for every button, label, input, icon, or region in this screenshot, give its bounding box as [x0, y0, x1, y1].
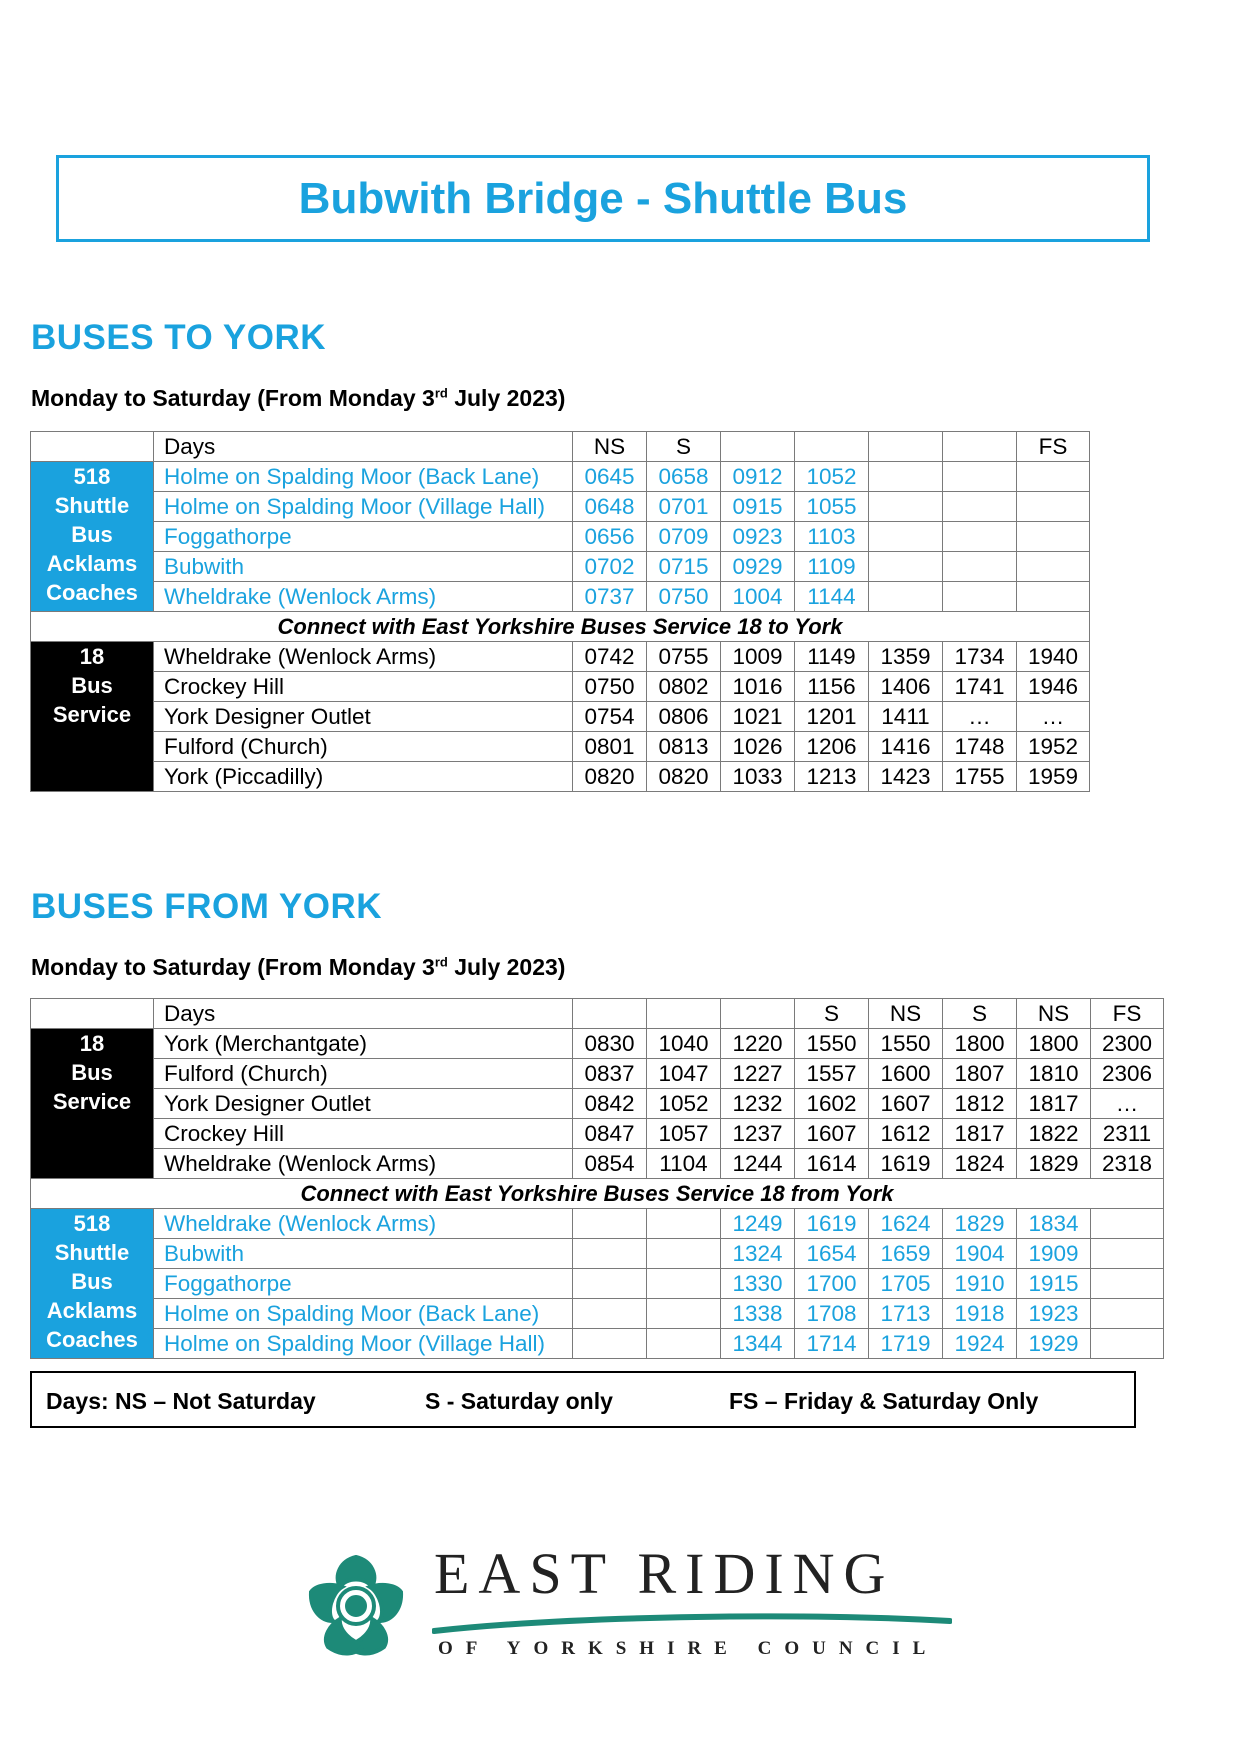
day-code-cell: S	[647, 432, 721, 462]
time-cell: …	[1091, 1089, 1164, 1119]
time-cell: 1004	[721, 582, 795, 612]
time-cell: 1952	[1017, 732, 1090, 762]
time-cell: 1817	[1017, 1089, 1091, 1119]
time-cell: 1416	[869, 732, 943, 762]
stop-name: Holme on Spalding Moor (Village Hall)	[154, 1329, 573, 1359]
time-cell: 1918	[943, 1299, 1017, 1329]
day-code-cell	[869, 432, 943, 462]
table-row	[31, 642, 1090, 672]
time-cell: 0701	[647, 492, 721, 522]
time-cell: 1734	[943, 642, 1017, 672]
time-cell	[943, 492, 1017, 522]
time-cell	[943, 462, 1017, 492]
time-cell: 1834	[1017, 1209, 1091, 1239]
connect-note: Connect with East Yorkshire Buses Service 18 to York	[31, 612, 1090, 642]
time-cell	[869, 522, 943, 552]
time-cell: 1755	[943, 762, 1017, 792]
time-cell: 1052	[647, 1089, 721, 1119]
time-cell: 1244	[721, 1149, 795, 1179]
time-cell: 0802	[647, 672, 721, 702]
stop-name: Holme on Spalding Moor (Back Lane)	[154, 1299, 573, 1329]
time-cell: 0648	[573, 492, 647, 522]
time-cell: 1057	[647, 1119, 721, 1149]
time-cell: 0755	[647, 642, 721, 672]
time-cell: 1909	[1017, 1239, 1091, 1269]
time-cell: 1411	[869, 702, 943, 732]
time-cell	[573, 1209, 647, 1239]
time-cell	[1017, 552, 1090, 582]
table-row	[31, 522, 1090, 552]
time-cell: 0737	[573, 582, 647, 612]
service-label-line: Coaches	[46, 1327, 138, 1352]
legend-ns: Days: NS – Not Saturday	[46, 1388, 316, 1414]
connect-row	[31, 612, 1090, 642]
time-cell	[573, 1329, 647, 1359]
logo-swoosh	[432, 1607, 952, 1637]
time-cell: 1423	[869, 762, 943, 792]
time-cell: 1220	[721, 1029, 795, 1059]
days-label: Days	[154, 432, 573, 462]
time-cell: 0742	[573, 642, 647, 672]
service-label-line: Bus	[71, 1269, 113, 1294]
time-cell	[943, 582, 1017, 612]
time-cell: 1708	[795, 1299, 869, 1329]
time-cell: 0715	[647, 552, 721, 582]
time-cell: 2311	[1091, 1119, 1164, 1149]
time-cell: 0813	[647, 732, 721, 762]
time-cell: 1055	[795, 492, 869, 522]
time-cell	[573, 1269, 647, 1299]
table-row	[31, 1029, 1164, 1059]
stop-name: York Designer Outlet	[154, 1089, 573, 1119]
time-cell: 1021	[721, 702, 795, 732]
time-cell	[943, 552, 1017, 582]
stop-name: York (Merchantgate)	[154, 1029, 573, 1059]
time-cell: 1741	[943, 672, 1017, 702]
table-row	[31, 672, 1090, 702]
time-cell	[869, 492, 943, 522]
day-code-cell: S	[943, 999, 1017, 1029]
time-cell: 0837	[573, 1059, 647, 1089]
legend-s: S - Saturday only	[425, 1388, 613, 1414]
day-code-cell	[721, 432, 795, 462]
time-cell: 1324	[721, 1239, 795, 1269]
table-row	[31, 1209, 1164, 1239]
time-cell: 1047	[647, 1059, 721, 1089]
service-18-label	[31, 642, 154, 792]
service-label-line: 518	[73, 464, 111, 489]
time-cell: 1330	[721, 1269, 795, 1299]
to-york-heading: BUSES TO YORK	[31, 318, 326, 357]
day-code-cell	[721, 999, 795, 1029]
table-row	[31, 492, 1090, 522]
time-cell	[573, 1239, 647, 1269]
service-label-line: Service	[52, 1089, 132, 1114]
from-york-heading: BUSES FROM YORK	[31, 887, 383, 926]
time-cell: 0912	[721, 462, 795, 492]
day-code-cell: NS	[869, 999, 943, 1029]
time-cell: 1824	[943, 1149, 1017, 1179]
time-cell	[869, 582, 943, 612]
page-title-box	[56, 155, 1150, 242]
time-cell: 1227	[721, 1059, 795, 1089]
time-cell: 1156	[795, 672, 869, 702]
time-cell: 1700	[795, 1269, 869, 1299]
from-york-subheading: Monday to Saturday (From Monday 3rd July 2023)	[31, 954, 566, 980]
table-row	[31, 702, 1090, 732]
time-cell	[647, 1269, 721, 1299]
time-cell: 1144	[795, 582, 869, 612]
time-cell: 1612	[869, 1119, 943, 1149]
time-cell	[1091, 1239, 1164, 1269]
day-code-cell: FS	[1017, 432, 1090, 462]
time-cell: 0830	[573, 1029, 647, 1059]
stop-name: Wheldrake (Wenlock Arms)	[154, 642, 573, 672]
time-cell: 2306	[1091, 1059, 1164, 1089]
to-york-subheading: Monday to Saturday (From Monday 3rd July 2023)	[31, 385, 566, 411]
time-cell: 1800	[1017, 1029, 1091, 1059]
table-row	[31, 762, 1090, 792]
time-cell: 1924	[943, 1329, 1017, 1359]
time-cell: 1033	[721, 762, 795, 792]
to-york-timetable	[30, 431, 1090, 792]
time-cell	[1017, 492, 1090, 522]
legend-fs: FS – Friday & Saturday Only	[729, 1388, 1039, 1414]
time-cell: 1624	[869, 1209, 943, 1239]
time-cell: 1940	[1017, 642, 1090, 672]
day-code-cell	[647, 999, 721, 1029]
time-cell: 1201	[795, 702, 869, 732]
time-cell	[647, 1299, 721, 1329]
time-cell: 1829	[943, 1209, 1017, 1239]
connect-note: Connect with East Yorkshire Buses Service 18 from York	[31, 1179, 1164, 1209]
time-cell: 1619	[795, 1209, 869, 1239]
time-cell: 1009	[721, 642, 795, 672]
time-cell	[1091, 1269, 1164, 1299]
stop-name: Crockey Hill	[154, 1119, 573, 1149]
time-cell: 1923	[1017, 1299, 1091, 1329]
time-cell: 0801	[573, 732, 647, 762]
time-cell: 0923	[721, 522, 795, 552]
time-cell	[647, 1209, 721, 1239]
time-cell: 1659	[869, 1239, 943, 1269]
time-cell: 0750	[573, 672, 647, 702]
time-cell: 1338	[721, 1299, 795, 1329]
table-row	[31, 1119, 1164, 1149]
time-cell: 1103	[795, 522, 869, 552]
table-row	[31, 1059, 1164, 1089]
service-label-line: Shuttle	[54, 1240, 130, 1265]
stop-name: Wheldrake (Wenlock Arms)	[154, 1149, 573, 1179]
day-code-cell: NS	[1017, 999, 1091, 1029]
time-cell	[869, 462, 943, 492]
service-18-label	[31, 1029, 154, 1179]
day-code-cell: NS	[573, 432, 647, 462]
service-518-label	[31, 462, 154, 612]
time-cell: 1232	[721, 1089, 795, 1119]
time-cell	[573, 1299, 647, 1329]
time-cell: 1817	[943, 1119, 1017, 1149]
time-cell: 1602	[795, 1089, 869, 1119]
time-cell: 1550	[795, 1029, 869, 1059]
time-cell	[1091, 1209, 1164, 1239]
time-cell: 1959	[1017, 762, 1090, 792]
stop-name: Bubwith	[154, 552, 573, 582]
stop-name: Holme on Spalding Moor (Village Hall)	[154, 492, 573, 522]
service-label-line: Acklams	[46, 1298, 138, 1323]
time-cell: 0820	[573, 762, 647, 792]
time-cell: 1812	[943, 1089, 1017, 1119]
time-cell: 0750	[647, 582, 721, 612]
service-label-line: Bus	[71, 673, 113, 698]
time-cell: 1910	[943, 1269, 1017, 1299]
time-cell: 1748	[943, 732, 1017, 762]
time-cell: 1713	[869, 1299, 943, 1329]
time-cell: 1619	[869, 1149, 943, 1179]
time-cell: 0854	[573, 1149, 647, 1179]
day-code-cell	[943, 432, 1017, 462]
time-cell: 0847	[573, 1119, 647, 1149]
time-cell	[1017, 462, 1090, 492]
time-cell: 2300	[1091, 1029, 1164, 1059]
time-cell: 0658	[647, 462, 721, 492]
east-riding-logo	[298, 1535, 948, 1675]
day-code-cell	[573, 999, 647, 1029]
table-row	[31, 1239, 1164, 1269]
time-cell: 1800	[943, 1029, 1017, 1059]
time-cell: 1344	[721, 1329, 795, 1359]
stop-name: Foggathorpe	[154, 1269, 573, 1299]
stop-name: York Designer Outlet	[154, 702, 573, 732]
time-cell	[943, 522, 1017, 552]
days-row	[31, 432, 1090, 462]
days-label: Days	[154, 999, 573, 1029]
time-cell: 1040	[647, 1029, 721, 1059]
table-row	[31, 462, 1090, 492]
time-cell: 1807	[943, 1059, 1017, 1089]
time-cell: 1550	[869, 1029, 943, 1059]
time-cell: 0842	[573, 1089, 647, 1119]
time-cell: 1600	[869, 1059, 943, 1089]
table-row	[31, 582, 1090, 612]
service-label-line: Bus	[71, 522, 113, 547]
time-cell: 1406	[869, 672, 943, 702]
time-cell: 1206	[795, 732, 869, 762]
table-row	[31, 1149, 1164, 1179]
time-cell: 1929	[1017, 1329, 1091, 1359]
time-cell: 1829	[1017, 1149, 1091, 1179]
stop-name: Wheldrake (Wenlock Arms)	[154, 582, 573, 612]
service-label-line: Service	[52, 702, 132, 727]
days-blank-cell	[31, 432, 154, 462]
time-cell: 1654	[795, 1239, 869, 1269]
from-york-timetable	[30, 998, 1164, 1359]
stop-name: Holme on Spalding Moor (Back Lane)	[154, 462, 573, 492]
time-cell: 0754	[573, 702, 647, 732]
time-cell	[1091, 1329, 1164, 1359]
time-cell: 1607	[795, 1119, 869, 1149]
time-cell: 1614	[795, 1149, 869, 1179]
days-row	[31, 999, 1164, 1029]
time-cell: 0656	[573, 522, 647, 552]
time-cell: 0929	[721, 552, 795, 582]
time-cell: 1607	[869, 1089, 943, 1119]
page-title: Bubwith Bridge - Shuttle Bus	[298, 173, 908, 223]
table-row	[31, 732, 1090, 762]
time-cell: 1915	[1017, 1269, 1091, 1299]
stop-name: Fulford (Church)	[154, 732, 573, 762]
service-label-line: 18	[79, 644, 105, 669]
yorkshire-rose-icon	[300, 1547, 412, 1665]
table-row	[31, 1299, 1164, 1329]
time-cell	[647, 1329, 721, 1359]
time-cell	[647, 1239, 721, 1269]
time-cell: 0915	[721, 492, 795, 522]
time-cell: 1109	[795, 552, 869, 582]
time-cell: …	[943, 702, 1017, 732]
time-cell: 1237	[721, 1119, 795, 1149]
time-cell: 1249	[721, 1209, 795, 1239]
time-cell: 1822	[1017, 1119, 1091, 1149]
time-cell: 1359	[869, 642, 943, 672]
time-cell: …	[1017, 702, 1090, 732]
time-cell: 1705	[869, 1269, 943, 1299]
service-label-line: Bus	[71, 1060, 113, 1085]
time-cell: 2318	[1091, 1149, 1164, 1179]
stop-name: Bubwith	[154, 1239, 573, 1269]
service-label-line: 518	[73, 1211, 111, 1236]
time-cell	[1091, 1299, 1164, 1329]
service-label-line: Acklams	[46, 551, 138, 576]
time-cell: 0702	[573, 552, 647, 582]
time-cell: 1104	[647, 1149, 721, 1179]
table-row	[31, 1269, 1164, 1299]
table-row	[31, 552, 1090, 582]
time-cell: 1213	[795, 762, 869, 792]
stop-name: York (Piccadilly)	[154, 762, 573, 792]
time-cell: 0709	[647, 522, 721, 552]
stop-name: Foggathorpe	[154, 522, 573, 552]
time-cell: 0645	[573, 462, 647, 492]
connect-row	[31, 1179, 1164, 1209]
day-code-cell: FS	[1091, 999, 1164, 1029]
table-row	[31, 1089, 1164, 1119]
time-cell: 1714	[795, 1329, 869, 1359]
stop-name: Wheldrake (Wenlock Arms)	[154, 1209, 573, 1239]
service-label-line: Shuttle	[54, 493, 130, 518]
service-518-label	[31, 1209, 154, 1359]
time-cell: 1719	[869, 1329, 943, 1359]
time-cell: 1810	[1017, 1059, 1091, 1089]
time-cell: 1946	[1017, 672, 1090, 702]
table-row	[31, 1329, 1164, 1359]
service-label-line: Coaches	[46, 580, 138, 605]
time-cell: 1904	[943, 1239, 1017, 1269]
time-cell: 0806	[647, 702, 721, 732]
time-cell: 1149	[795, 642, 869, 672]
stop-name: Crockey Hill	[154, 672, 573, 702]
time-cell: 1026	[721, 732, 795, 762]
days-blank-cell	[31, 999, 154, 1029]
time-cell	[869, 552, 943, 582]
logo-sub-text: OF YORKSHIRE COUNCIL	[438, 1638, 939, 1659]
time-cell: 1016	[721, 672, 795, 702]
stop-name: Fulford (Church)	[154, 1059, 573, 1089]
day-code-cell: S	[795, 999, 869, 1029]
logo-main-text: EAST RIDING	[434, 1541, 895, 1606]
time-cell	[1017, 582, 1090, 612]
service-label-line: 18	[79, 1031, 105, 1056]
time-cell: 1052	[795, 462, 869, 492]
days-legend	[30, 1371, 1136, 1428]
time-cell	[1017, 522, 1090, 552]
time-cell: 0820	[647, 762, 721, 792]
day-code-cell	[795, 432, 869, 462]
time-cell: 1557	[795, 1059, 869, 1089]
